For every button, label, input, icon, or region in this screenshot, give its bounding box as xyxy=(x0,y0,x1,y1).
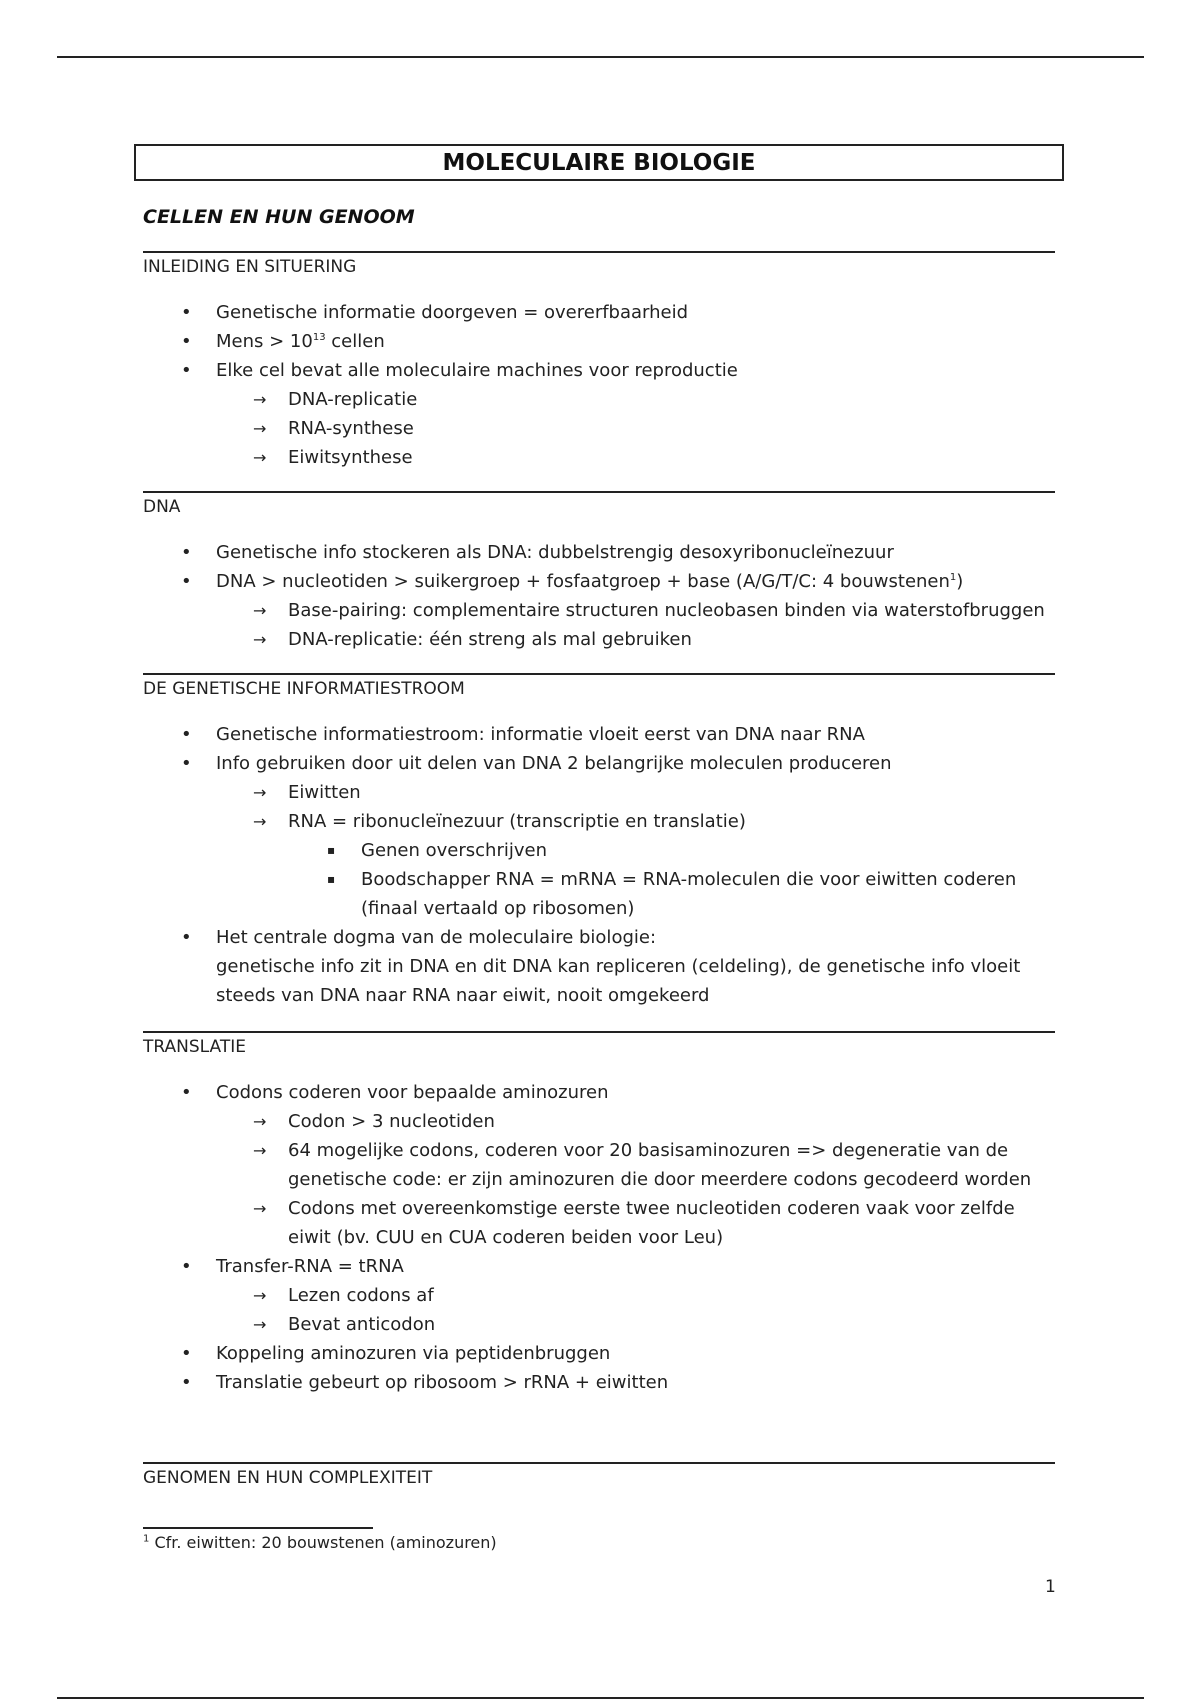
section-heading-informatiestroom: DE GENETISCHE INFORMATIESTROOM xyxy=(143,679,465,699)
sub-list-item: → Codons met overeenkomstige eerste twee nucleotiden coderen vaak voor zelfde eiwit (bv. CUU en CUA coderen beiden voor Leu) xyxy=(0,1194,1048,1252)
list-item: • Info gebruiken door uit delen van DNA 2 belangrijke moleculen produceren xyxy=(0,749,1016,778)
sub-list-item: → 64 mogelijke codons, coderen voor 20 basisaminozuren => degeneratie van de genetische code: er zijn aminozuren die door meerdere codons gecodeerd worden xyxy=(0,1136,1048,1194)
footnote-marker: 1 xyxy=(143,1533,150,1545)
section-heading-dna: DNA xyxy=(143,497,181,517)
section-heading-translatie: TRANSLATIE xyxy=(143,1037,246,1057)
bullet-icon: • xyxy=(181,331,192,352)
arrow-icon: → xyxy=(253,1315,267,1334)
arrow-icon: → xyxy=(253,812,267,831)
bullet-icon: • xyxy=(181,753,192,774)
section-list-dna xyxy=(0,538,1048,654)
section-rule xyxy=(143,251,1055,253)
section-rule xyxy=(143,491,1055,493)
chapter-subtitle: CELLEN EN HUN GENOOM xyxy=(143,206,415,228)
document-title xyxy=(134,144,1064,181)
sub-list-item: → RNA-synthese xyxy=(0,414,1048,443)
bullet-icon: • xyxy=(181,1372,192,1393)
section-rule xyxy=(143,673,1055,675)
sub-sub-list-item: ▪ Genen overschrijven xyxy=(0,836,1021,865)
sub-list-item: → DNA-replicatie xyxy=(0,385,1048,414)
square-bullet-icon: ▪ xyxy=(327,872,336,886)
page-bottom-rule xyxy=(57,1697,1144,1699)
list-item: • Genetische informatiestroom: informatie vloeit eerst van DNA naar RNA xyxy=(0,720,1016,749)
list-item: • Genetische informatie doorgeven = overerfbaarheid xyxy=(0,298,1016,327)
section-heading-inleiding: INLEIDING EN SITUERING xyxy=(143,257,357,277)
sub-list-item: → Eiwitten xyxy=(0,778,1048,807)
sub-list-item: → Eiwitsynthese xyxy=(0,443,1048,472)
bullet-icon: • xyxy=(181,1256,192,1277)
section-rule xyxy=(143,1462,1055,1464)
footnote-separator xyxy=(143,1527,373,1529)
sub-list-item: → RNA = ribonucleïnezuur (transcriptie en translatie) xyxy=(0,807,1048,836)
section-heading-genomen: GENOMEN EN HUN COMPLEXITEIT xyxy=(143,1468,433,1488)
list-item: • Elke cel bevat alle moleculaire machines voor reproductie xyxy=(0,356,1016,385)
sub-list-item: → Lezen codons af xyxy=(0,1281,1048,1310)
section-list-translatie xyxy=(0,1078,1048,1397)
bullet-icon: • xyxy=(181,302,192,323)
arrow-icon: → xyxy=(253,448,267,467)
arrow-icon: → xyxy=(253,1112,267,1131)
list-item: • Transfer-RNA = tRNA xyxy=(0,1252,1016,1281)
footnote-text: Cfr. eiwitten: 20 bouwstenen (aminozuren) xyxy=(149,1533,497,1552)
list-item: • Mens > 10$^{13}$ cellen xyxy=(0,327,1016,356)
arrow-icon: → xyxy=(253,601,267,620)
sub-list-item: → Codon > 3 nucleotiden xyxy=(0,1107,1048,1136)
arrow-icon: → xyxy=(253,783,267,802)
bullet-icon: • xyxy=(181,927,192,948)
sub-list-item: → Bevat anticodon xyxy=(0,1310,1048,1339)
sub-list-item: → DNA-replicatie: één streng als mal gebruiken xyxy=(0,625,1048,654)
bullet-icon: • xyxy=(181,1082,192,1103)
list-item: • DNA > nucleotiden > suikergroep + fosfaatgroep + base (A/G/T/C: 4 bouwstenen$^1$) xyxy=(0,567,1016,596)
arrow-icon: → xyxy=(253,630,267,649)
arrow-icon: → xyxy=(253,1286,267,1305)
bullet-icon: • xyxy=(181,542,192,563)
section-rule xyxy=(143,1031,1055,1033)
footnote-reference[interactable]: 1 xyxy=(949,572,957,583)
arrow-icon: → xyxy=(253,419,267,438)
list-item-continuation: genetische info zit in DNA en dit DNA kan repliceren (celdeling), de genetische info vloeit steeds van DNA naar RNA naar eiwit, nooit omgekeerd xyxy=(216,956,1021,1006)
bullet-icon: • xyxy=(181,724,192,745)
list-item: • Translatie gebeurt op ribosoom > rRNA + eiwitten xyxy=(0,1368,1016,1397)
list-item: • Koppeling aminozuren via peptidenbruggen xyxy=(0,1339,1016,1368)
list-item: • Codons coderen voor bepaalde aminozuren xyxy=(0,1078,1016,1107)
arrow-icon: → xyxy=(253,1141,267,1160)
page-number: 1 xyxy=(1045,1577,1056,1597)
sub-list-item: → Base-pairing: complementaire structuren nucleobasen binden via waterstofbruggen xyxy=(0,596,1048,625)
section-list-inleiding xyxy=(0,298,1048,472)
list-item: • Het centrale dogma van de moleculaire biologie: xyxy=(0,923,1016,952)
square-bullet-icon: ▪ xyxy=(327,843,336,857)
page-top-rule xyxy=(57,56,1144,58)
bullet-icon: • xyxy=(181,1343,192,1364)
bullet-icon: • xyxy=(181,360,192,381)
list-item: • Genetische info stockeren als DNA: dubbelstrengig desoxyribonucleïnezuur xyxy=(0,538,1016,567)
section-list-informatiestroom xyxy=(0,720,1048,1010)
arrow-icon: → xyxy=(253,1199,267,1218)
sub-sub-list-item: ▪ Boodschapper RNA = mRNA = RNA-moleculen die voor eiwitten coderen (finaal vertaald op ribosomen) xyxy=(0,865,1021,923)
arrow-icon: → xyxy=(253,390,267,409)
document-title-text: MOLECULAIRE BIOLOGIE xyxy=(442,149,756,176)
footnote xyxy=(143,1533,497,1552)
bullet-icon: • xyxy=(181,571,192,592)
